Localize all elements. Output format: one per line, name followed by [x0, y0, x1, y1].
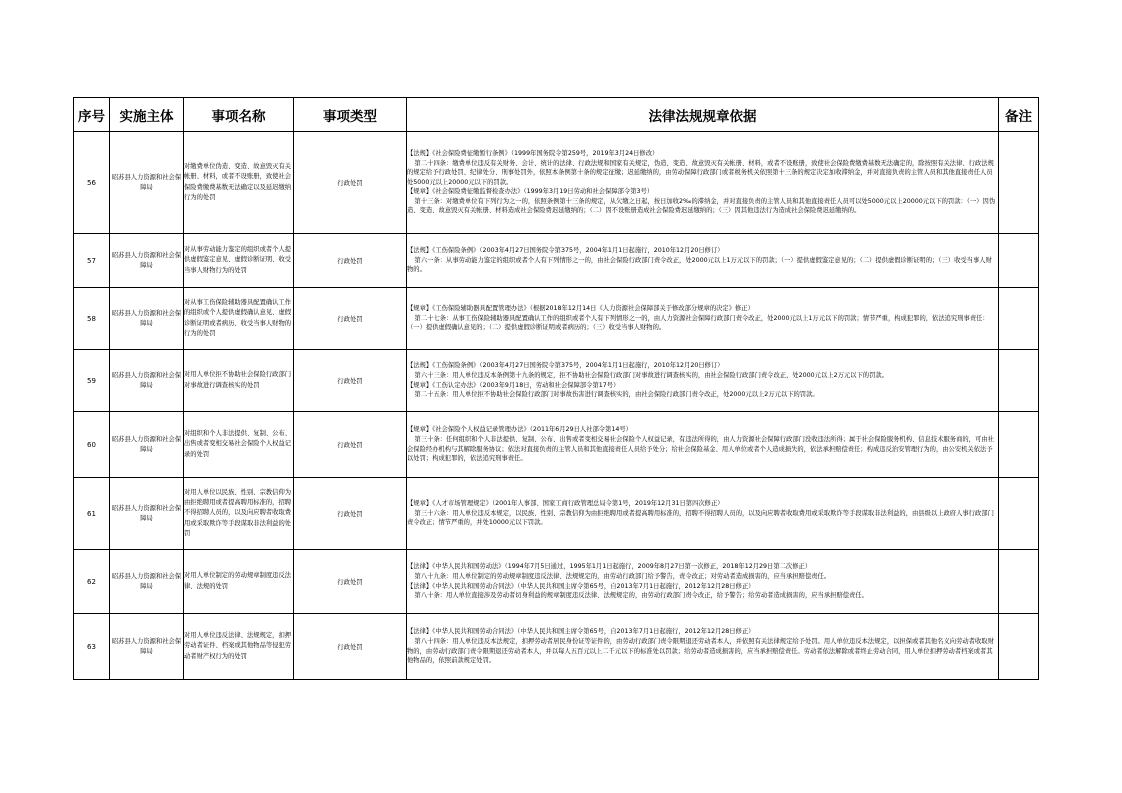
row-note [999, 288, 1039, 350]
row-subject: 昭苏县人力资源和社会保障局 [110, 478, 184, 550]
legal-basis-line: 【法律】《中华人民共和国劳动合同法》（中华人民共和国主席令第65号，自2013年7月1日起施行，2012年12月28日修正） [407, 582, 755, 590]
legal-basis-line: 第八十九条：用人单位制定的劳动规章制度违反法律、法规规定的，由劳动行政部门给予警告，责令改正；对劳动者造成损害的，应当承担赔偿责任。 [414, 572, 831, 580]
row-legal-basis [407, 412, 999, 478]
row-subject: 昭苏县人力资源和社会保障局 [110, 350, 184, 412]
row-item-type: 行政处罚 [294, 132, 407, 234]
row-note [999, 550, 1039, 614]
row-subject: 昭苏县人力资源和社会保障局 [110, 288, 184, 350]
row-note [999, 350, 1039, 412]
table-header-row [74, 98, 1039, 132]
row-note [999, 132, 1039, 234]
row-seq: 61 [74, 478, 110, 550]
row-seq: 58 [74, 288, 110, 350]
row-subject: 昭苏县人力资源和社会保障局 [110, 234, 184, 288]
row-item-type: 行政处罚 [294, 412, 407, 478]
row-item-name: 对用人单位拒不协助社会保险行政部门对事故进行调查核实的处罚 [184, 350, 294, 412]
legal-basis-line: 第二十五条：用人单位拒不协助社会保险行政部门对事故伤害进行调查核实的，由社会保险行政部门责令改正，处2000元以上2万元以下的罚款。 [414, 391, 819, 399]
legal-basis-line: 【规章】《社会保险费征缴监督检查办法》（1999年3月19日劳动和社会保障部令第3号） [407, 188, 654, 196]
row-legal-basis [407, 550, 999, 614]
row-legal-basis [407, 132, 999, 234]
row-item-name: 对用人单位制定的劳动规章制度违反法律、法规的处罚 [184, 550, 294, 614]
legal-basis-line: 第二十七条：从事工伤保险辅助器具配置确认工作的组织或者个人有下列情形之一的，由人力资源社会保障行政部门责令改正，处2000元以上1万元以下的罚款；情节严重，构成犯罪的，依法追究刑事责任：（一）提供虚假确认意见的；（二）提供虚假诊断证明或者病历的；（三）收受当事人财物的。 [407, 314, 989, 332]
row-seq: 63 [74, 614, 110, 680]
table-row [74, 288, 1039, 350]
row-legal-basis [407, 288, 999, 350]
header-type: 事项类型 [294, 98, 407, 132]
row-subject: 昭苏县人力资源和社会保障局 [110, 614, 184, 680]
row-note [999, 412, 1039, 478]
row-seq: 59 [74, 350, 110, 412]
legal-basis-line: 第三十六条：用人单位违反本规定，以民族、性别、宗教信仰为由拒绝聘用或者提高聘用标准的，招聘不得招聘人员的，以及向应聘者收取费用或采取欺诈等手段谋取非法利益的，由县级以上政府人事行政部门责令改正；情节严重的，并处10000元以下罚款。 [407, 509, 994, 527]
legal-basis-line: 第十三条：对缴费单位有下列行为之一的，依照条例第十三条的规定，从欠缴之日起，按日加收2‰的滞纳金，并对直接负责的主管人员和其他直接责任人员可以处5000元以上20000元以下的罚款：（一）因伪造、变造、故意毁灭有关帐册、材料造成社会保险费迟延缴纳的；（二）因不设账册造成社会保险费迟延缴纳的；（三）因其他违法行为造成社会保险费迟延缴纳的。 [407, 197, 996, 215]
row-subject: 昭苏县人力资源和社会保障局 [110, 550, 184, 614]
row-item-name: 对缴费单位伪造、变造、故意毁灭有关帐册、材料，或者不设账册，致使社会保险费缴费基数无法确定以及延迟缴纳行为的处罚 [184, 132, 294, 234]
legal-basis-line: 第八十条：用人单位直接涉及劳动者切身利益的规章制度违反法律、法规规定的，由劳动行政部门责令改正，给予警告；给劳动者造成损害的，应当承担赔偿责任。 [414, 592, 868, 600]
legal-basis-line: 【法律】《中华人民共和国劳动法》（1994年7月5日通过，1995年1月1日起施行，2009年8月27日第一次修正，2018年12月29日第二次修正） [407, 563, 812, 571]
row-seq: 60 [74, 412, 110, 478]
row-item-name: 对从事工伤保险辅助器具配置确认工作的组织或个人提供虚假确认意见、虚假诊断证明或者病历、收受当事人财物的行为的处罚 [184, 288, 294, 350]
row-item-name: 对用人单位违反法律、法规规定，扣押劳动者证件、档案或其他物品等侵犯劳动者财产权行为的处罚 [184, 614, 294, 680]
row-item-type: 行政处罚 [294, 350, 407, 412]
table-row [74, 412, 1039, 478]
legal-basis-line: 【规章】《人才市场管理规定》（2001年人事部、国家工商行政管理总局令第1号，2019年12月31日第四次修正） [407, 500, 724, 508]
legal-basis-line: 【规章】《工伤认定办法》（2003年9月18日，劳动和社会保障部令第17号） [407, 381, 620, 389]
legal-basis-line: 【规章】《社会保险个人权益记录管理办法》（2011年6月29日人社部令第14号） [407, 426, 632, 434]
legal-basis-line: 【规章】《工伤保险辅助器具配置管理办法》（根据2018年12月14日《人力资源社会保障部关于修改部分规章的决定》修正） [407, 305, 754, 313]
row-item-type: 行政处罚 [294, 288, 407, 350]
regulation-table [73, 97, 1039, 680]
row-item-type: 行政处罚 [294, 550, 407, 614]
row-item-type: 行政处罚 [294, 478, 407, 550]
row-note [999, 614, 1039, 680]
row-legal-basis [407, 478, 999, 550]
row-legal-basis [407, 234, 999, 288]
header-seq: 序号 [74, 98, 110, 132]
legal-basis-line: 第六十三条：用人单位违反本条例第十九条的规定，拒不协助社会保险行政部门对事故进行调查核实的，由社会保险行政部门责令改正，处2000元以上2万元以下的罚款。 [414, 371, 888, 379]
legal-basis-line: 【法规】《社会保险费征缴暂行条例》（1999年国务院令第259号，2019年3月24日修改） [407, 149, 659, 157]
table-row [74, 614, 1039, 680]
header-basis: 法律法规规章依据 [407, 98, 999, 132]
row-seq: 56 [74, 132, 110, 234]
row-note [999, 478, 1039, 550]
row-subject: 昭苏县人力资源和社会保障局 [110, 132, 184, 234]
row-legal-basis [407, 350, 999, 412]
table-row [74, 550, 1039, 614]
table-row [74, 132, 1039, 234]
row-item-type: 行政处罚 [294, 234, 407, 288]
legal-basis-line: 第八十四条：用人单位违反本法规定，扣押劳动者居民身份证等证件的，由劳动行政部门责令限期退还劳动者本人，并依照有关法律规定给予处罚。用人单位违反本法规定，以担保或者其他名义向劳动者收取财物的，由劳动行政部门责令限期退还劳动者本人，并以每人五百元以上二千元以下的标准处以罚款；给劳动者造成损害的，应当承担赔偿责任。劳动者依法解除或者终止劳动合同，用人单位扣押劳动者档案或者其他物品的，依照前款规定处罚。 [407, 637, 994, 665]
header-subject: 实施主体 [110, 98, 184, 132]
legal-basis-line: 【法律】《中华人民共和国劳动合同法》（中华人民共和国主席令第65号，自2013年7月1日起施行，2012年12月28日修正） [407, 628, 755, 636]
row-legal-basis [407, 614, 999, 680]
table-row [74, 234, 1039, 288]
legal-basis-line: 第六一条：从事劳动能力鉴定的组织或者个人有下列情形之一的，由社会保险行政部门责令改正，处2000元以上1万元以下的罚款；（一）提供虚假鉴定意见的；（二）提供虚假诊断证明的；（三）收受当事人财物的。 [407, 256, 992, 274]
row-note [999, 234, 1039, 288]
legal-basis-line: 【法规】《工伤保险条例》（2003年4月27日国务院令第375号，2004年1月1日起施行，2010年12月20日修订） [407, 362, 724, 370]
legal-basis-line: 【法规】《工伤保险条例》（2003年4月27日国务院令第375号，2004年1月1日起施行，2010年12月20日修订） [407, 247, 724, 255]
legal-basis-line: 第二十四条：缴费单位违反有关财务、会计、统计的法律、行政法规和国家有关规定，伪造、变造、故意毁灭有关帐册、材料，或者不设账册，致使社会保险费缴费基数无法确定的，除按照有关法律、行政法规的规定给予行政处罚、纪律处分、刑事处罚外，依照本条例第十条的规定征缴；迟延缴纳的，由劳动保障行政部门或者税务机关依照第十三条的规定决定加收滞纳金，并对直接负责的主管人员和其他直接责任人员处5000元以上20000元以下的罚款。 [407, 159, 994, 186]
row-seq: 62 [74, 550, 110, 614]
row-item-name: 对组织和个人非法提供、复制、公布、出售或者变相交易社会保险个人权益记录的处罚 [184, 412, 294, 478]
row-item-name: 对从事劳动能力鉴定的组织或者个人提供虚假鉴定意见、虚假诊断证明、收受当事人财物行为的处罚 [184, 234, 294, 288]
header-note: 备注 [999, 98, 1039, 132]
row-item-name: 对用人单位以民族、性别、宗教信仰为由拒绝聘用或者提高聘用标准的，招聘不得招聘人员的，以及向应聘者收取费用或采取欺诈等手段谋取非法利益的处罚 [184, 478, 294, 550]
row-subject: 昭苏县人力资源和社会保障局 [110, 412, 184, 478]
legal-basis-line: 第三十条：任何组织和个人非法提供、复制、公布、出售或者变相交易社会保险个人权益记录，有违法所得的，由人力资源社会保障行政部门没收违法所得；属于社会保险服务机构、信息技术服务商的，可由社会保险经办机构与其解除服务协议；依法对直接负责的主管人员和其他直接责任人员给予处分；给社会保险基金、用人单位或者个人造成损失的，依法承担赔偿责任；构成违反治安管理行为的，由公安机关依法予以处罚；构成犯罪的，依法追究刑事责任。 [407, 435, 994, 463]
header-item: 事项名称 [184, 98, 294, 132]
row-item-type: 行政处罚 [294, 614, 407, 680]
table-row [74, 350, 1039, 412]
table-row [74, 478, 1039, 550]
row-seq: 57 [74, 234, 110, 288]
